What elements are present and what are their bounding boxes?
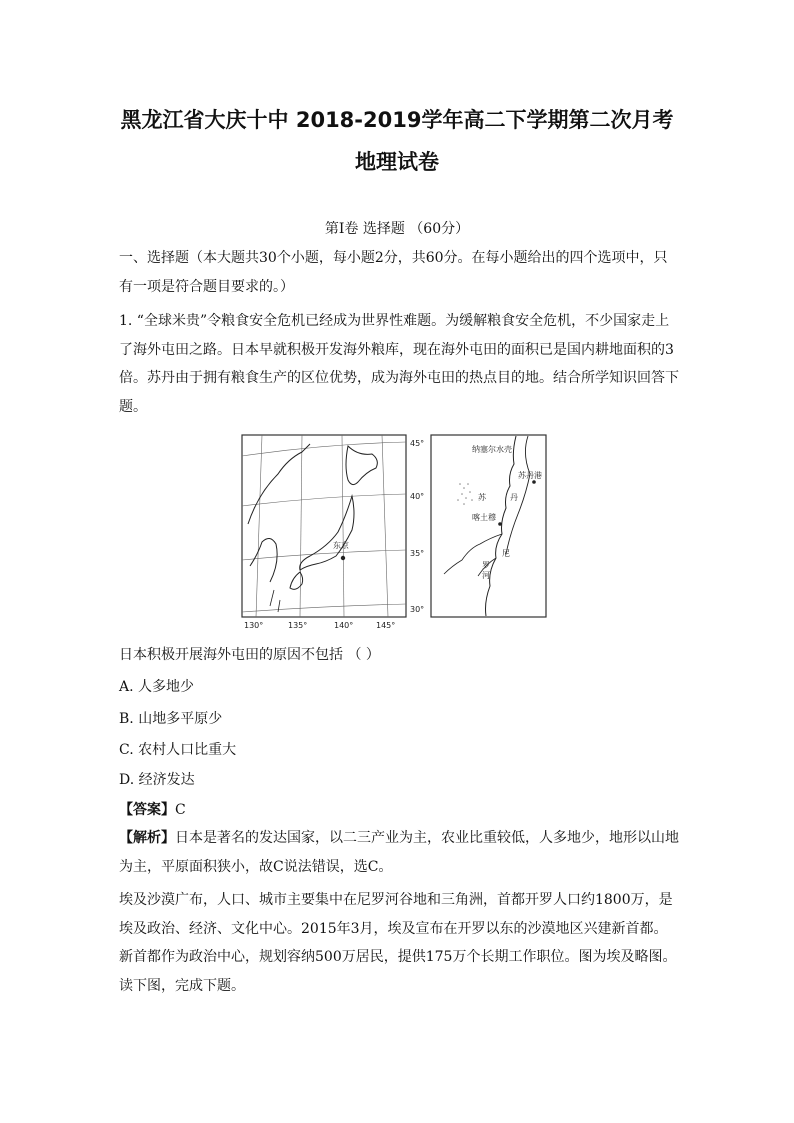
option-d: D. 经济发达: [119, 772, 195, 788]
answer-value: C: [175, 802, 186, 818]
map-label-port: 苏丹港: [518, 471, 542, 480]
lat-label-30: 30°: [410, 605, 425, 614]
map-city-tokyo: 东京: [333, 541, 349, 550]
doc-title-line2: 地理试卷: [355, 150, 439, 174]
lon-label-135: 135°: [288, 621, 308, 630]
sudan-map: [430, 434, 548, 620]
lon-label-130: 130°: [244, 621, 264, 630]
option-a: A. 人多地少: [119, 679, 195, 695]
map-label-river3: 河: [482, 571, 490, 580]
answer-label: 【答案】: [119, 802, 175, 818]
japan-map: [240, 434, 430, 630]
analysis-line: [119, 824, 679, 881]
lon-label-145: 145°: [376, 621, 396, 630]
doc-title-line1: 黑龙江省大庆十中 2018-2019学年高二下学期第二次月考: [120, 108, 674, 132]
instructions: 一、选择题（本大题共30个小题，每小题2分，共60分。在每小题给出的四个选项中，只有一项是符合题目要求的。）: [119, 250, 668, 295]
section-title: 第Ⅰ卷 选择题 （60分）: [324, 221, 470, 237]
answer-line: [119, 799, 186, 819]
question-1-stem: 1. “全球米贵”令粮食安全危机已经成为世界性难题。为缓解粮食安全危机，不少国家走上了海外屯田之路。日本早就积极开发海外粮库，现在海外屯田的面积已是国内耕地面积的3倍。苏丹由于拥有粮食生产的区位优势，成为海外屯田的热点目的地。结合所学知识回答下题。: [119, 313, 679, 415]
analysis-text: 日本是著名的发达国家，以二三产业为主，农业比重较低，人多地少，地形以山地为主，平原面积狭小，故C说法错误，选C。: [119, 830, 679, 875]
lat-label-45: 45°: [410, 439, 425, 448]
map-label-country1: 苏: [478, 493, 486, 502]
passage-2: 埃及沙漠广布，人口、城市主要集中在尼罗河谷地和三角洲，首都开罗人口约1800万，是埃及政治、经济、文化中心。2015年3月，埃及宣布在开罗以东的沙漠地区兴建新首都。新首都作为政治中心，规划容纳500万居民，提供175万个长期工作职位。图为埃及略图。读下图，完成下题。: [119, 892, 677, 994]
map-label-dam: 纳塞尔水壳: [472, 445, 512, 454]
option-b: B. 山地多平原少: [119, 711, 223, 727]
analysis-label: 【解析】: [119, 830, 175, 846]
lon-label-140: 140°: [334, 621, 354, 630]
map-label-country2: 丹: [510, 493, 518, 502]
lat-label-40: 40°: [410, 492, 425, 501]
lat-label-35: 35°: [410, 549, 425, 558]
map-label-city: 喀土穆: [472, 513, 496, 522]
option-c: C. 农村人口比重大: [119, 742, 237, 758]
map-label-river1: 尼: [502, 549, 510, 558]
map-label-river2: 罗: [482, 561, 490, 570]
question-1-prompt: 日本积极开展海外屯田的原因不包括 （ ）: [119, 647, 380, 663]
